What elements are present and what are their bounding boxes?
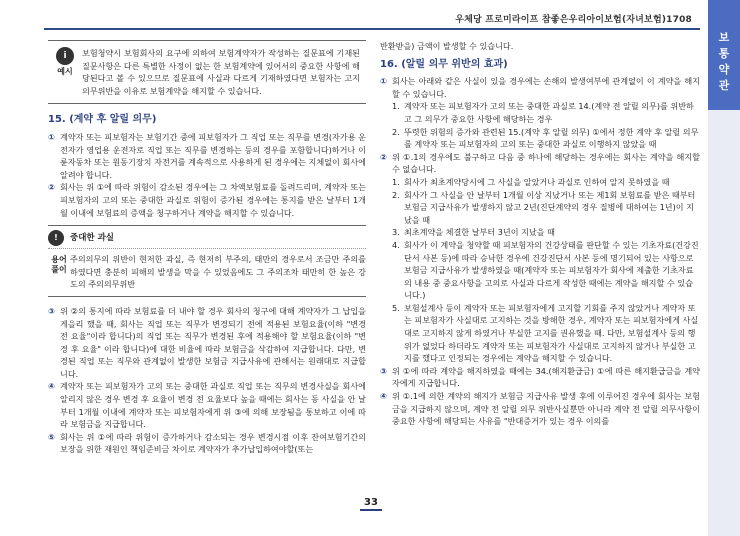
side-tab-label: 보통약관: [718, 31, 730, 92]
section-16-para-2: [380, 151, 700, 176]
section-15-para-3: [48, 305, 366, 381]
item-text: 회사가 그 사실을 안 날부터 1개월 이상 지났거나 또는 제1회 보험료를 받은 때부터 보험금 지급사유가 발생하지 않고 2년(진단계약의 경우 질병에 대하여는 1년)이 지났을 때: [404, 189, 696, 225]
para-mark: ②: [48, 182, 55, 193]
exclamation-icon: !: [48, 230, 64, 246]
example-label-area: [48, 47, 82, 97]
para-mark: ②: [380, 151, 387, 162]
info-icon: i: [56, 47, 74, 65]
glossary-body: [48, 248, 366, 296]
section-16-item: [380, 239, 700, 302]
para-text: 계약자 또는 피보험자는 보험기간 중에 피보험자가 그 직업 또는 직무를 변경(자가용 운전자가 영업용 운전자로 직업 또는 직무를 변경하는 등의 경우를 포함합니다)하거나 이륜자동차 또는 원동기장치 자전거를 계속적으로 사용하게 된 경우에는 지체없이 회사에 알려야 합니다.: [60, 131, 366, 180]
glossary-box: [48, 225, 366, 297]
section-16-item: [380, 189, 700, 227]
glossary-title: 중대한 과실: [70, 232, 115, 243]
item-mark: 1.: [392, 176, 400, 187]
para-text: 계약자 또는 피보험자가 고의 또는 중대한 과실로 직업 또는 직무의 변경사실을 회사에 알리지 않은 경우 변경 후 요율이 변경 전 요율보다 높을 때에는 회사는 동 사실을 안 날부터 1개월 이내에 계약자 또는 피보험자에게 위 ③에 의해 보장됨을 통보하고 이에 따라 보험금을 지급합니다.: [60, 381, 366, 430]
glossary-label: 용어풀이: [51, 255, 67, 275]
para-mark: ⑤: [48, 431, 55, 442]
side-tab-general-terms[interactable]: [708, 0, 740, 110]
item-text: 보험설계사 등이 계약자 또는 피보험자에게 고지할 기회를 주지 않았거나 계약자 또는 피보험자가 사실대로 고지하는 것을 방해한 경우, 계약자 또는 피보험자에게 사실대로 고지하지 않게 하였거나 부실한 고지를 권유했을 때. 다만, 보험설계사 등의 행위가 없었다 하더라도 계약자 또는 피보험자가 사실대로 고지하지 않거나 부실한 고지를 했다고 인정되는 경우에는 계약을 해지할 수 있습니다.: [404, 302, 699, 364]
header-title: 우체당 프로미라이프 참좋은우리아이보험(자녀보험)1708: [455, 15, 692, 25]
para-text: 위 ②의 통지에 따라 보험료를 더 내야 할 경우 회사의 청구에 대해 계약자가 그 납입을 게을리 했을 때, 회사는 직업 또는 직무가 변경되기 전에 적용된 보험요율(이하 "변경 전 요율"이라 합니다)의 직업 또는 직무가 변경된 후에 적용해야 할 보험요율(이하 "변경 후 요율" 이라 합니다)에 대한 비율에 따라 보험금을 삭감하여 지급합니다. 다만, 변경된 직업 또는 직무와 관계없이 발생한 보험금 지급사유에 관해서는 원래대로 지급합니다.: [60, 305, 366, 379]
section-15-para-1: [48, 131, 366, 181]
para-mark: ③: [380, 365, 387, 376]
section-16-item: [380, 302, 700, 365]
section-15-para-5: [48, 431, 366, 456]
para-mark: ④: [48, 381, 55, 392]
page-number: 33: [360, 497, 382, 511]
para-text: 회사는 아래와 같은 사실이 있을 경우에는 손해의 발생여부에 관계없이 이 계약을 해지할 수 있습니다.: [392, 76, 700, 99]
side-index: [708, 0, 740, 536]
example-box: [48, 40, 366, 104]
item-mark: 1.: [392, 101, 400, 112]
header-rule: [44, 28, 700, 30]
para-mark: ③: [48, 305, 55, 316]
para-text: 회사는 위 ①에 따라 위험이 감소된 경우에는 그 차액보험료를 돌려드리며, 계약자 또는 피보험자의 고의 또는 중대한 과실로 위험이 증가된 경우에는 통지를 받은 날부터 1개월 이내에 보험료의 증액을 청구하거나 계약을 해지할 수 있습니다.: [60, 182, 366, 218]
section-16-para-1: [380, 75, 700, 100]
item-text: 회사가 최초계약당시에 그 사실을 알았거나 과실로 인하여 알지 못하였을 때: [404, 176, 670, 187]
item-mark: 2.: [392, 126, 400, 137]
item-text: 뚜렷한 위험의 증가와 관련된 15.(계약 후 알릴 의무) ①에서 정한 계약 후 알릴 의무를 계약자 또는 피보험자의 고의 또는 중대한 과실로 이행하지 않았을 때: [404, 126, 699, 150]
item-text: 회사가 이 계약을 청약할 때 피보험자의 건강상태를 판단할 수 있는 기초자료(건강진단서 사본 등)에 따라 승낙한 경우에 건강진단서 사본 등에 명기되어 있는 사항으로 보험금 지급사유가 발생하였을 때(계약자 또는 피보험자가 회사에 제출한 기초자료의 내용 중 중요사항을 고의로 사실과 다르게 작성한 때에는 계약을 해지할 수 있습니다.): [404, 239, 699, 301]
section-15-para-2: [48, 181, 366, 219]
section-16-para-3: [380, 365, 700, 390]
item-mark: 3.: [392, 227, 400, 238]
glossary-text: 주의의무의 위반이 현저한 과실, 즉 현저히 부주의, 태만의 경우로서 조금만 주의를 하였다면 충분히 피해의 발생을 막을 수 있었음에도 그 주의조차 태만히 한 높은 강도의 주의의무위반: [70, 254, 366, 290]
page-header: [0, 0, 740, 30]
continued-text: 반환받을) 금액이 발생할 수 있습니다.: [380, 41, 514, 51]
left-column: [48, 40, 366, 456]
item-text: 최초계약을 체결한 날부터 3년이 지났을 때: [404, 227, 555, 238]
right-column: [380, 40, 700, 428]
section-15-title: 15. (계약 후 알릴 의무): [48, 114, 157, 126]
para-mark: ①: [48, 131, 55, 142]
glossary-header: [48, 226, 366, 248]
item-mark: 5.: [392, 302, 400, 313]
section-16-title: 16. (알릴 의무 위반의 효과): [380, 58, 508, 70]
para-text: 회사는 위 ①에 따라 위험이 증가하거나 감소되는 경우 변경시점 이후 잔여보험기간의 보장을 위한 재원인 책임준비금 차이로 계약자가 추가납입하여야할(또는: [60, 431, 366, 455]
example-text: 보험청약시 보험회사의 요구에 의하여 보험계약자가 작성하는 질문표에 기재된 질문사항은 다른 특별한 사정이 없는 한 보험계약에 있어서의 중요한 사항에 해당된다고 볼 수 있으므로 질문표에 사실과 다르게 기재하였다면 보험자는 고지의무위반을 이유로 보험계약을 해지할 수 있습니다.: [82, 48, 360, 96]
item-mark: 2.: [392, 189, 400, 200]
para-text: 위 ①.1의 경우에도 불구하고 다음 중 하나에 해당하는 경우에는 회사는 계약을 해지할 수 없습니다.: [392, 151, 700, 175]
section-16-item: [380, 126, 700, 151]
item-mark: 4.: [392, 239, 400, 250]
section-15-para-4: [48, 380, 366, 430]
para-mark: ④: [380, 391, 387, 402]
section-16-item: [380, 176, 700, 189]
para-text: 위 ①.1에 의한 계약의 해지가 보험금 지급사유 발생 후에 이루어진 경우에 회사는 보험금을 지급하지 않으며, 계약 전 알릴 의무 위반사실뿐만 아니라 계약 전 알릴 의무사항이 중요한 사항에 해당되는 사유를 "반대증거가 있는 경우 이의를: [392, 391, 700, 427]
glossary-label-area: [48, 253, 70, 291]
section-16-item: [380, 100, 700, 125]
section-16-para-4: [380, 390, 700, 428]
section-16-item: [380, 226, 700, 239]
para-text: 위 ①에 따라 계약을 해지하였을 때에는 34.(해지환급금) ①에 따른 해지환급금을 계약자에게 지급합니다.: [392, 365, 700, 389]
item-text: 계약자 또는 피보험자가 고의 또는 중대한 과실로 14.(계약 전 알릴 의무)를 위반하고 그 의무가 중요한 사항에 해당하는 경우: [404, 101, 694, 124]
example-label: 예시: [57, 67, 73, 76]
para-mark: ①: [380, 76, 387, 87]
